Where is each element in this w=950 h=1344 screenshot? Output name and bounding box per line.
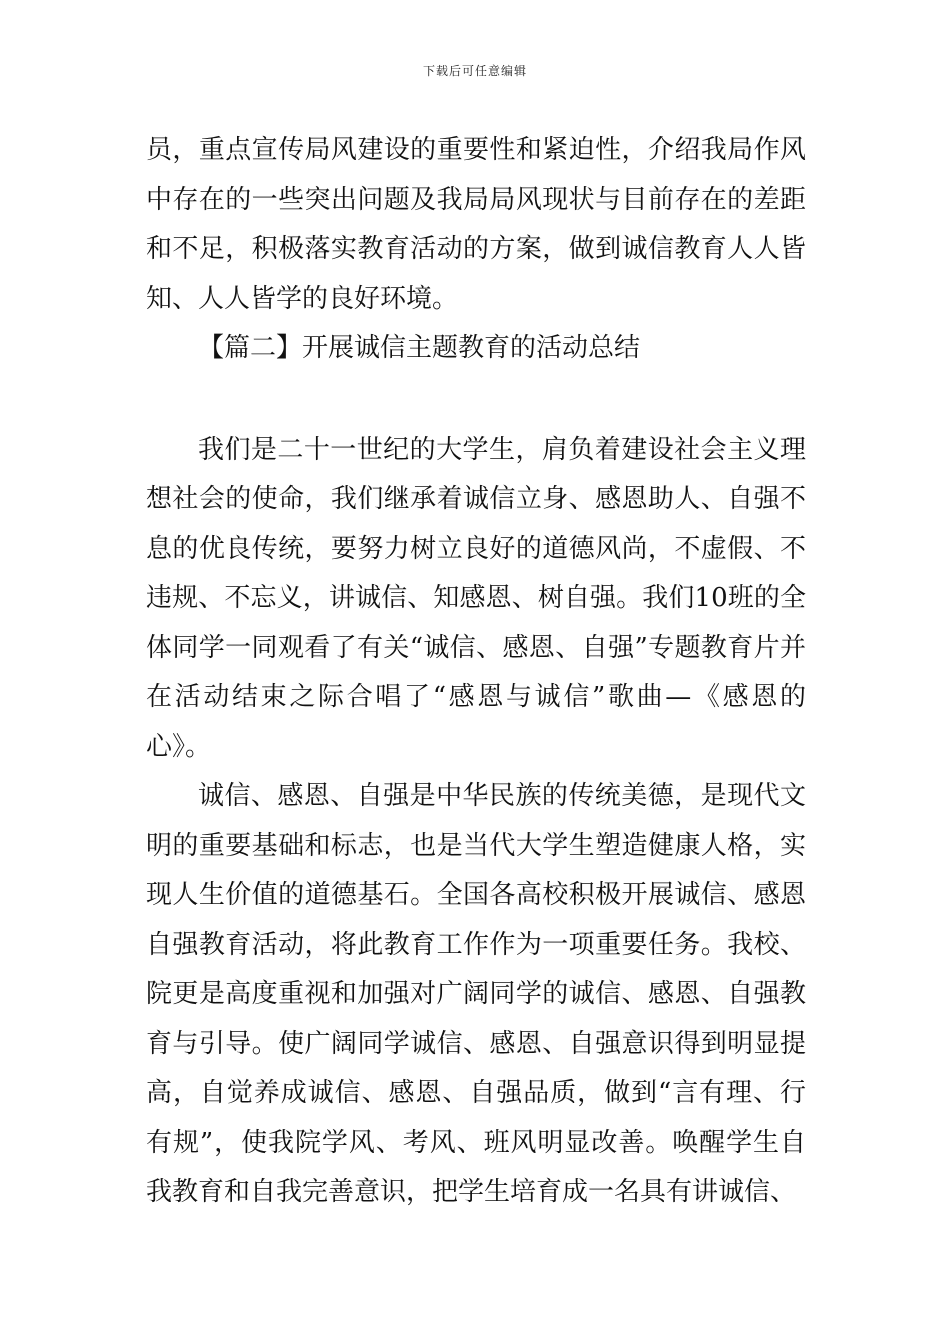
document-body [146,126,806,1218]
section-heading: 【篇二】开展诚信主题教育的活动总结 [198,333,641,363]
paragraph-intro: 我们是二十一世纪的大学生，肩负着建设社会主义理想社会的使命，我们继承着诚信立身、感恩助人、自强不息的优良传统，要努力树立良好的道德风尚，不虚假、不违规、不忘义，讲诚信、知感恩、树自强。我们10班的全体同学一同观看了有关“诚信、感恩、自强”专题教育片并在活动结束之际合唱了“感恩与诚信”歌曲—《感恩的心》。 [146,434,806,762]
paragraph-body: 诚信、感恩、自强是中华民族的传统美德，是现代文明的重要基础和标志，也是当代大学生塑造健康人格，实现人生价值的道德基石。全国各高校积极开展诚信、感恩自强教育活动，将此教育工作作为一项重要任务。我校、院更是高度重视和加强对广阔同学的诚信、感恩、自强教育与引导。使广阔同学诚信、感恩、自强意识得到明显提高，自觉养成诚信、感恩、自强品质，做到“言有理、行有规”，使我院学风、考风、班风明显改善。唤醒学生自我教育和自我完善意识，把学生培育成一名具有讲诚信、 [146,781,806,1207]
page-header: 下载后可任意编辑 [422,64,527,78]
paragraph-continuation: 员，重点宣传局风建设的重要性和紧迫性，介绍我局作风中存在的一些突出问题及我局局风现状与目前存在的差距和不足，积极落实教育活动的方案，做到诚信教育人人皆知、人人皆学的良好环境。 [146,135,806,314]
blank-line [146,374,806,426]
